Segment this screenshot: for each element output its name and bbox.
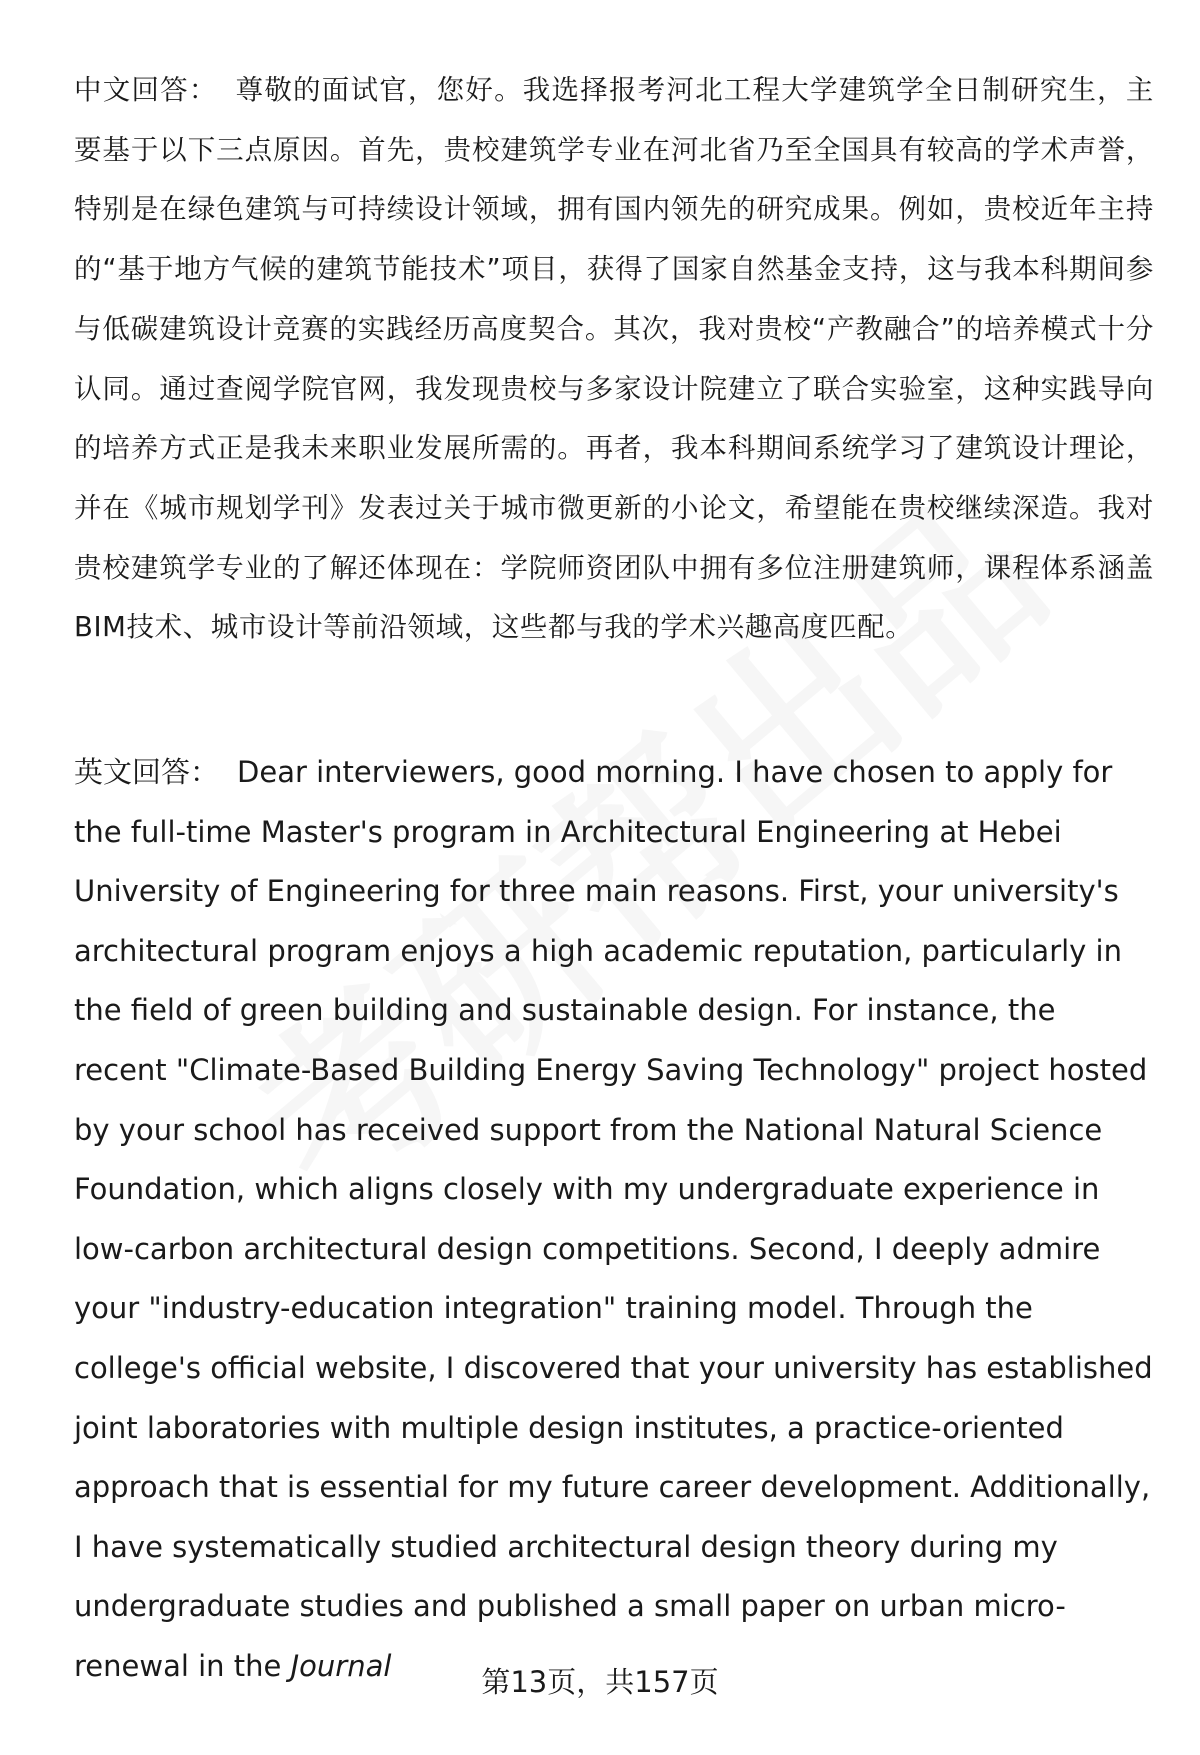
english-answer-label: 英文回答： xyxy=(74,755,220,789)
chinese-answer-paragraph xyxy=(74,61,1154,658)
page-footer: 第13页，共157页 xyxy=(481,1665,719,1699)
english-answer-italic-tail: Journal xyxy=(290,1648,392,1683)
english-answer-text: Dear interviewers, good morning. I have chosen to apply for the full-time Master's program in Architectural Engineering at Hebei University of Engineering for three main reasons. First, your university's architectural program enjoys a high academic reputation, particularly in the field of green building and sustainable design. For instance, the recent "Climate-Based Building Energy Saving Technology" project hosted by your school has received support from the National Natural Science Foundation, which aligns closely with my undergraduate experience in low-carbon architectural design competitions. Second, I deeply admire your "industry-education integration" training model. Through the college's official website, I discovered that your university has established joint laboratories with multiple design institutes, a practice-oriented approach that is essential for my future career development. Additionally, I have systematically studied architectural design theory during my undergraduate studies and published a small paper on urban micro-renewal in the xyxy=(74,755,1153,1683)
english-answer-paragraph xyxy=(74,743,1154,1697)
chinese-answer-label: 中文回答： xyxy=(74,74,218,106)
chinese-answer-text: 尊敬的面试官，您好。我选择报考河北工程大学建筑学全日制研究生，主要基于以下三点原因。首先，贵校建筑学专业在河北省乃至全国具有较高的学术声誉，特别是在绿色建筑与可持续设计领域，拥有国内领先的研究成果。例如，贵校近年主持的“基于地方气候的建筑节能技术”项目，获得了国家自然基金支持，这与我本科期间参与低碳建筑设计竞赛的实践经历高度契合。其次，我对贵校“产教融合”的培养模式十分认同。通过查阅学院官网，我发现贵校与多家设计院建立了联合实验室，这种实践导向的培养方式正是我未来职业发展所需的。再者，我本科期间系统学习了建筑设计理论，并在《城市规划学刊》发表过关于城市微更新的小论文，希望能在贵校继续深造。我对贵校建筑学专业的了解还体现在：学院师资团队中拥有多位注册建筑师，课程体系涵盖BIM技术、城市设计等前沿领域，这些都与我的学术兴趣高度匹配。 xyxy=(74,74,1155,644)
